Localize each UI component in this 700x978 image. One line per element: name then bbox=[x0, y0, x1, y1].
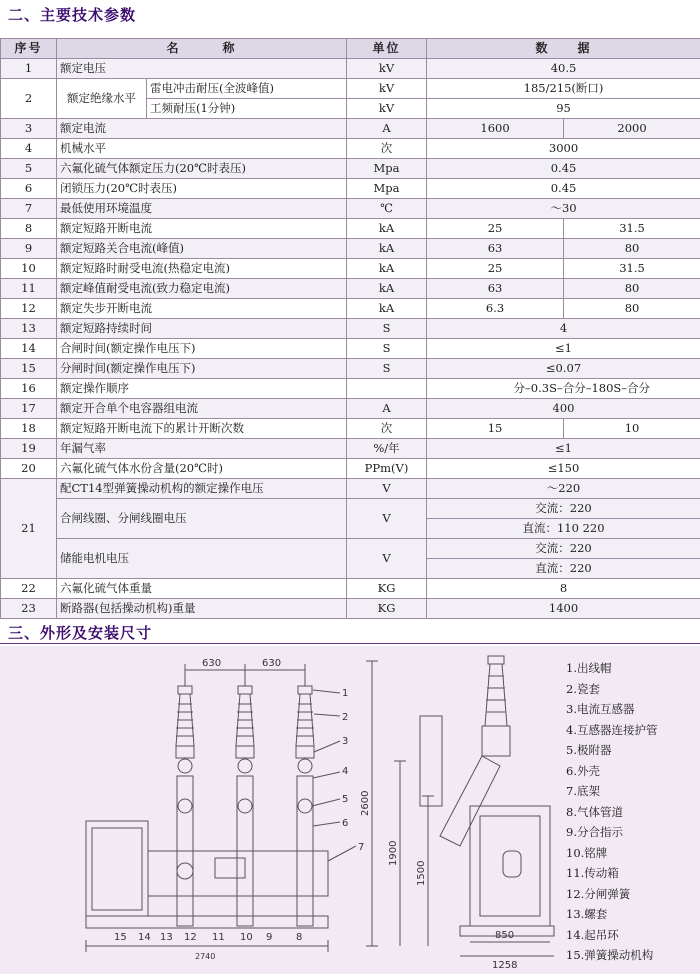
row-value: 交流：220 bbox=[427, 499, 700, 519]
row-value-b: 80 bbox=[564, 279, 700, 299]
section-title-specs: 二、主要技术参数 bbox=[8, 4, 136, 25]
row-value: 0.45 bbox=[427, 159, 700, 179]
row-name: 额定峰值耐受电流(致力稳定电流) bbox=[57, 279, 347, 299]
row-no: 18 bbox=[1, 419, 57, 439]
dim-1900: 1900 bbox=[388, 841, 399, 866]
row-value: 8 bbox=[427, 579, 700, 599]
table-row bbox=[1, 259, 700, 279]
row-name: 合闸时间(额定操作电压下) bbox=[57, 339, 347, 359]
row-name: 储能电机电压 bbox=[57, 539, 347, 579]
row-value-a: 63 bbox=[427, 279, 564, 299]
table-row bbox=[1, 339, 700, 359]
row-name: 六氟化硫气体重量 bbox=[57, 579, 347, 599]
legend-item: 12.分闸弹簧 bbox=[566, 884, 657, 905]
table-row bbox=[1, 139, 700, 159]
table-row bbox=[1, 579, 700, 599]
row-unit: V bbox=[347, 539, 427, 579]
row-name: 额定短路开断电流下的累计开断次数 bbox=[57, 419, 347, 439]
row-name: 闭锁压力(20℃时表压) bbox=[57, 179, 347, 199]
section-divider bbox=[0, 643, 700, 644]
row-value: 40.5 bbox=[427, 59, 700, 79]
side-cabinet bbox=[470, 806, 550, 926]
table-row bbox=[1, 419, 700, 439]
row-value: ～220 bbox=[427, 479, 700, 499]
table-row bbox=[1, 359, 700, 379]
callout-6: 6 bbox=[342, 818, 348, 829]
outline-drawing bbox=[0, 646, 560, 974]
row-value: 4 bbox=[427, 319, 700, 339]
callout-13: 13 bbox=[160, 932, 173, 943]
table-row bbox=[1, 219, 700, 239]
row-no: 8 bbox=[1, 219, 57, 239]
row-unit: KG bbox=[347, 599, 427, 619]
table-row bbox=[1, 199, 700, 219]
row-value-a: 25 bbox=[427, 219, 564, 239]
row-no: 19 bbox=[1, 439, 57, 459]
row-unit: kA bbox=[347, 219, 427, 239]
callout-11: 11 bbox=[212, 932, 225, 943]
row-value: 3000 bbox=[427, 139, 700, 159]
row-name: 年漏气率 bbox=[57, 439, 347, 459]
row-value-b: 2000 bbox=[564, 119, 700, 139]
row-unit: V bbox=[347, 479, 427, 499]
row-name: 额定短路时耐受电流(热稳定电流) bbox=[57, 259, 347, 279]
dim-2600: 2600 bbox=[360, 791, 371, 816]
legend-item: 8.气体管道 bbox=[566, 802, 657, 823]
row-name: 配CT14型弹簧操动机构的额定操作电压 bbox=[57, 479, 347, 499]
table-row bbox=[1, 159, 700, 179]
callout-2: 2 bbox=[342, 712, 348, 723]
row-name: 额定短路开断电流 bbox=[57, 219, 347, 239]
section-title-dimensions: 三、外形及安装尺寸 bbox=[8, 622, 152, 643]
row-unit: KG bbox=[347, 579, 427, 599]
row-value-b: 10 bbox=[564, 419, 700, 439]
callout-12: 12 bbox=[184, 932, 197, 943]
base-frame bbox=[86, 916, 328, 928]
header-no: 序号 bbox=[1, 39, 57, 59]
callout-4: 4 bbox=[342, 766, 348, 777]
table-row bbox=[1, 319, 700, 339]
row-no: 12 bbox=[1, 299, 57, 319]
legend-item: 14.起吊环 bbox=[566, 925, 657, 946]
row-no: 2 bbox=[1, 79, 57, 119]
row-value: 0.45 bbox=[427, 179, 700, 199]
row-unit: V bbox=[347, 499, 427, 539]
row-name: 最低使用环境温度 bbox=[57, 199, 347, 219]
row-no: 21 bbox=[1, 479, 57, 579]
row-value-b: 31.5 bbox=[564, 259, 700, 279]
table-row bbox=[1, 539, 700, 559]
header-name: 名 称 bbox=[57, 39, 347, 59]
row-value: 95 bbox=[427, 99, 700, 119]
table-row bbox=[1, 379, 700, 399]
mechanism-cabinet bbox=[86, 821, 148, 916]
dim-850: 850 bbox=[495, 930, 514, 941]
row-no: 6 bbox=[1, 179, 57, 199]
row-unit: ℃ bbox=[347, 199, 427, 219]
table-row bbox=[1, 79, 700, 99]
callout-7: 7 bbox=[358, 842, 364, 853]
row-value-a: 25 bbox=[427, 259, 564, 279]
row-unit: S bbox=[347, 359, 427, 379]
row-unit: A bbox=[347, 399, 427, 419]
row-value: ≤0.07 bbox=[427, 359, 700, 379]
row-no: 13 bbox=[1, 319, 57, 339]
row-value: 分–0.3S–合分–180S–合分 bbox=[427, 379, 700, 399]
row-unit: kA bbox=[347, 299, 427, 319]
row-name: 额定操作顺序 bbox=[57, 379, 347, 399]
row-value: 直流：220 bbox=[427, 559, 700, 579]
row-no: 11 bbox=[1, 279, 57, 299]
row-value: ≤1 bbox=[427, 439, 700, 459]
row-unit: 次 bbox=[347, 139, 427, 159]
callout-8: 8 bbox=[296, 932, 302, 943]
row-unit: 次 bbox=[347, 419, 427, 439]
pole-middle bbox=[236, 686, 254, 926]
row-no: 7 bbox=[1, 199, 57, 219]
row-name: 额定开合单个电容器组电流 bbox=[57, 399, 347, 419]
row-name: 合闸线圈、分闸线圈电压 bbox=[57, 499, 347, 539]
row-value: ≤1 bbox=[427, 339, 700, 359]
row-name: 额定短路持续时间 bbox=[57, 319, 347, 339]
drawing-panel bbox=[0, 646, 700, 974]
row-value: 直流：110 220 bbox=[427, 519, 700, 539]
callout-5: 5 bbox=[342, 794, 348, 805]
row-no: 3 bbox=[1, 119, 57, 139]
row-group-name: 额定绝缘水平 bbox=[57, 79, 147, 119]
row-value-a: 63 bbox=[427, 239, 564, 259]
row-no: 14 bbox=[1, 339, 57, 359]
row-value: ≤150 bbox=[427, 459, 700, 479]
dim-2740: 2740 bbox=[195, 952, 215, 961]
row-no: 4 bbox=[1, 139, 57, 159]
row-name: 额定失步开断电流 bbox=[57, 299, 347, 319]
dim-1258: 1258 bbox=[492, 960, 517, 971]
callout-1: 1 bbox=[342, 688, 348, 699]
row-unit: S bbox=[347, 339, 427, 359]
row-unit: kA bbox=[347, 259, 427, 279]
row-sub-name: 工频耐压(1分钟) bbox=[147, 99, 347, 119]
legend-item: 13.螺套 bbox=[566, 904, 657, 925]
legend-item: 2.瓷套 bbox=[566, 679, 657, 700]
legend-item: 6.外壳 bbox=[566, 761, 657, 782]
row-no: 22 bbox=[1, 579, 57, 599]
row-value: ～30 bbox=[427, 199, 700, 219]
row-no: 9 bbox=[1, 239, 57, 259]
callout-3: 3 bbox=[342, 736, 348, 747]
row-value-b: 31.5 bbox=[564, 219, 700, 239]
row-name: 机械水平 bbox=[57, 139, 347, 159]
parts-legend bbox=[566, 658, 657, 966]
pole-right bbox=[296, 686, 314, 926]
row-unit: kV bbox=[347, 59, 427, 79]
legend-item: 3.电流互感器 bbox=[566, 699, 657, 720]
table-row bbox=[1, 459, 700, 479]
row-name: 断路器(包括操动机构)重量 bbox=[57, 599, 347, 619]
row-no: 17 bbox=[1, 399, 57, 419]
row-unit: A bbox=[347, 119, 427, 139]
row-unit: kA bbox=[347, 239, 427, 259]
row-name: 六氟化硫气体水份含量(20℃时) bbox=[57, 459, 347, 479]
table-header-row bbox=[1, 39, 700, 59]
row-value: 交流：220 bbox=[427, 539, 700, 559]
row-no: 10 bbox=[1, 259, 57, 279]
callout-14: 14 bbox=[138, 932, 151, 943]
row-unit: PPm(V) bbox=[347, 459, 427, 479]
header-data: 数 据 bbox=[427, 39, 700, 59]
row-no: 15 bbox=[1, 359, 57, 379]
legend-item: 15.弹簧操动机构 bbox=[566, 945, 657, 966]
table-row bbox=[1, 279, 700, 299]
row-name: 分闸时间(额定操作电压下) bbox=[57, 359, 347, 379]
row-no: 20 bbox=[1, 459, 57, 479]
row-sub-name: 雷电冲击耐压(全波峰值) bbox=[147, 79, 347, 99]
row-value-a: 6.3 bbox=[427, 299, 564, 319]
row-value-a: 15 bbox=[427, 419, 564, 439]
row-unit: Mpa bbox=[347, 159, 427, 179]
row-name: 六氟化硫气体额定压力(20℃时表压) bbox=[57, 159, 347, 179]
row-name: 额定电流 bbox=[57, 119, 347, 139]
table-row bbox=[1, 439, 700, 459]
row-value: 185/215(断口) bbox=[427, 79, 700, 99]
table-row bbox=[1, 179, 700, 199]
table-row bbox=[1, 59, 700, 79]
callout-9: 9 bbox=[266, 932, 272, 943]
dim-630b: 630 bbox=[262, 658, 281, 669]
callout-15: 15 bbox=[114, 932, 127, 943]
row-unit: S bbox=[347, 319, 427, 339]
dim-630a: 630 bbox=[202, 658, 221, 669]
row-unit: kV bbox=[347, 99, 427, 119]
row-value: 400 bbox=[427, 399, 700, 419]
row-unit: kA bbox=[347, 279, 427, 299]
table-row bbox=[1, 239, 700, 259]
row-unit bbox=[347, 379, 427, 399]
row-no: 5 bbox=[1, 159, 57, 179]
row-unit: Mpa bbox=[347, 179, 427, 199]
row-unit: kV bbox=[347, 79, 427, 99]
table-row bbox=[1, 299, 700, 319]
legend-item: 4.互感器连接护管 bbox=[566, 720, 657, 741]
row-name: 额定短路关合电流(峰值) bbox=[57, 239, 347, 259]
pole-left bbox=[176, 686, 194, 926]
dim-1500: 1500 bbox=[416, 861, 427, 886]
row-no: 1 bbox=[1, 59, 57, 79]
legend-item: 5.极附器 bbox=[566, 740, 657, 761]
callout-10: 10 bbox=[240, 932, 253, 943]
spec-table bbox=[0, 38, 700, 619]
table-row bbox=[1, 499, 700, 519]
legend-item: 7.底架 bbox=[566, 781, 657, 802]
row-value-b: 80 bbox=[564, 299, 700, 319]
legend-item: 1.出线帽 bbox=[566, 658, 657, 679]
row-no: 23 bbox=[1, 599, 57, 619]
row-unit: %/年 bbox=[347, 439, 427, 459]
row-value-a: 1600 bbox=[427, 119, 564, 139]
row-no: 16 bbox=[1, 379, 57, 399]
table-row bbox=[1, 479, 700, 499]
row-value: 1400 bbox=[427, 599, 700, 619]
table-row bbox=[1, 119, 700, 139]
row-name: 额定电压 bbox=[57, 59, 347, 79]
legend-item: 9.分合指示 bbox=[566, 822, 657, 843]
header-unit: 单位 bbox=[347, 39, 427, 59]
table-row bbox=[1, 399, 700, 419]
table-row bbox=[1, 599, 700, 619]
row-value-b: 80 bbox=[564, 239, 700, 259]
legend-item: 11.传动箱 bbox=[566, 863, 657, 884]
legend-item: 10.铭牌 bbox=[566, 843, 657, 864]
